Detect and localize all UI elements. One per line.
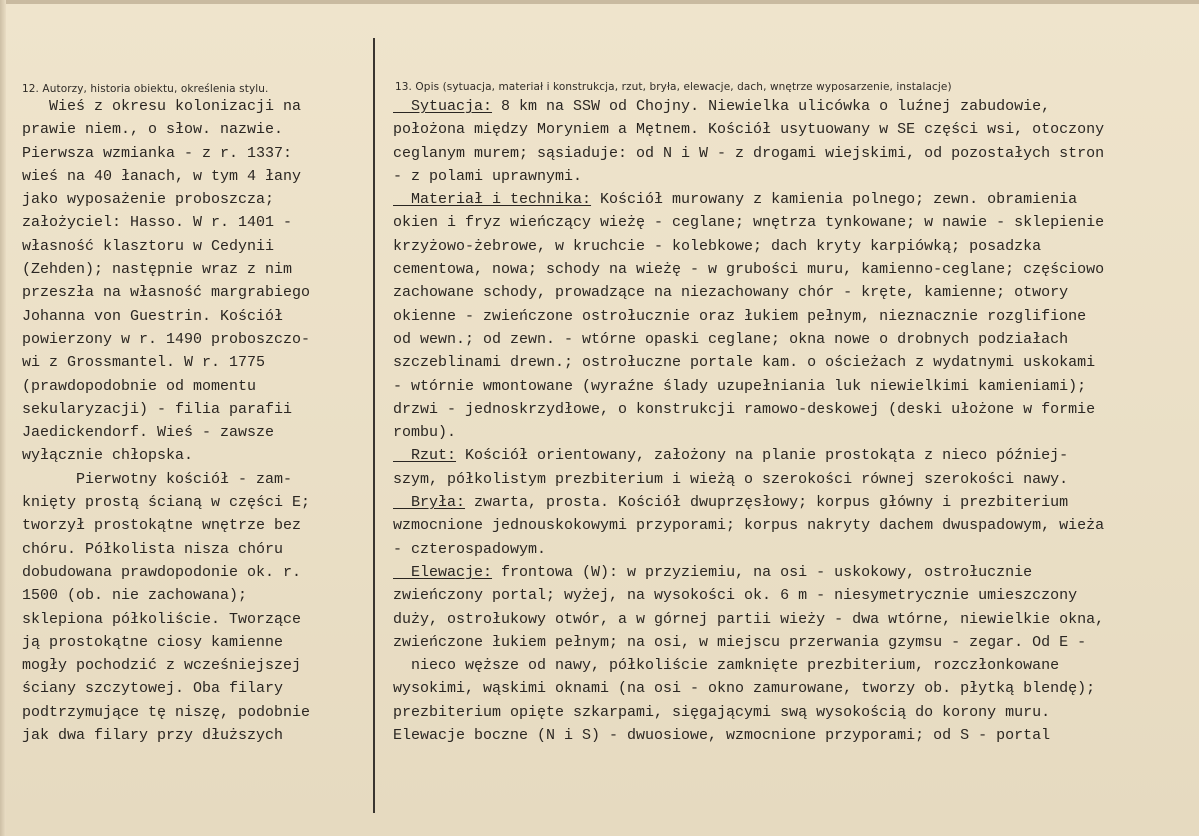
description-text-line bbox=[393, 514, 1183, 537]
description-text-line bbox=[393, 211, 1183, 234]
description-text: 8 km na SSW od Chojny. Niewielka ulicówka o luźnej zabudowie, bbox=[492, 98, 1051, 115]
history-text-line: wieś na 40 łanach, w tym 4 łany bbox=[22, 167, 302, 185]
description-text: - wtórnie wmontowane (wyraźne ślady uzupełniania luk niewielkimi kamieniami); bbox=[393, 377, 1087, 395]
history-text-line: wi z Grossmantel. W r. 1775 bbox=[22, 354, 266, 372]
description-text-line bbox=[393, 468, 1183, 491]
description-text-line bbox=[393, 421, 1183, 444]
description-text: prezbiterium opięte szkarpami, sięgającymi swą wysokością do korony muru. bbox=[393, 703, 1051, 721]
description-text: szczeblinami drewn.; ostrołuczne portale kam. o ościeżach z wydatnymi uskokami bbox=[393, 354, 1096, 372]
description-text: zwieńczone łukiem pełnym; na osi, w miejscu przerwania gzymsu - zegar. Od E - bbox=[393, 633, 1087, 651]
description-text: zwarta, prosta. Kościół dwuprzęsłowy; korpus główny i prezbiterium bbox=[465, 494, 1069, 512]
description-text: ceglanym murem; sąsiaduje: od N i W - z drogami wiejskimi, od pozostałych stron bbox=[393, 144, 1105, 162]
description-text-line bbox=[393, 95, 1183, 118]
description-text-line bbox=[393, 701, 1183, 724]
description-text-line bbox=[393, 631, 1183, 654]
description-text: wysokimi, wąskimi oknami (na osi - okno zamurowane, tworzy ob. płytką blendę); bbox=[393, 680, 1096, 698]
description-text: - czterospadowym. bbox=[393, 540, 547, 558]
description-text-line bbox=[393, 677, 1183, 700]
description-text: zachowane schody, prowadzące na niezachowany chór - kręte, kamienne; otwory bbox=[393, 284, 1069, 302]
history-text-line: wyłącznie chłopska. bbox=[22, 447, 194, 465]
history-text-line: ściany szczytowej. Oba filary bbox=[22, 680, 284, 698]
history-text-line: dobudowana prawdopodonie ok. r. bbox=[22, 563, 302, 581]
description-text: rombu). bbox=[393, 424, 457, 442]
history-text-line: Pierwsza wzmianka - z r. 1337: bbox=[22, 144, 293, 162]
description-text: nieco węższe od nawy, półkoliście zamknięte prezbiterium, rozczłonkowane bbox=[393, 657, 1060, 675]
description-text: okien i fryz wieńczący wieżę - ceglane; wnętrza tynkowane; w nawie - sklepienie bbox=[393, 214, 1105, 232]
description-text-line bbox=[393, 142, 1183, 165]
description-text-line bbox=[393, 444, 1183, 467]
description-text: położona między Moryniem a Mętnem. Kościół usytuowany w SE części wsi, otoczony bbox=[393, 121, 1105, 139]
description-text-line bbox=[393, 305, 1183, 328]
history-text-line: przeszła na własność margrabiego bbox=[22, 284, 311, 302]
description-text-line bbox=[393, 654, 1183, 677]
description-text: okienne - zwieńczone ostrołucznie oraz łukiem pełnym, nieznacznie rozglifione bbox=[393, 307, 1087, 325]
section-13-header: 13. Opis (sytuacja, materiał i konstrukcja, rzut, bryła, elewacje, dach, wnętrze wyposarzenie, instalacje) bbox=[395, 81, 952, 93]
page-top-edge bbox=[0, 0, 1199, 4]
description-text: duży, ostrołukowy otwór, a w górnej partii wieży - dwa wtórne, niewielkie okna, bbox=[393, 610, 1105, 628]
description-text-line bbox=[393, 351, 1183, 374]
description-text: krzyżowo-żebrowe, w kruchcie - kolebkowe; dach kryty karpiówką; posadzka bbox=[393, 237, 1042, 255]
history-text-line: knięty prostą ścianą w części E; bbox=[22, 494, 311, 512]
description-text-line bbox=[393, 584, 1183, 607]
history-text-line: powierzony w r. 1490 proboszczo- bbox=[22, 330, 311, 348]
description-text-line bbox=[393, 724, 1183, 747]
description-text: drzwi - jednoskrzydłowe, o konstrukcji ramowo-deskowej (deski ułożone w formie bbox=[393, 400, 1096, 418]
description-text-line bbox=[393, 328, 1183, 351]
description-text: wzmocnione jednouskokowymi przyporami; korpus nakryty dachem dwuspadowym, wieża bbox=[393, 517, 1105, 535]
section-subheading: Sytuacja: bbox=[393, 98, 493, 115]
description-text-line bbox=[393, 538, 1183, 561]
description-text: frontowa (W): w przyziemiu, na osi - uskokowy, ostrołucznie bbox=[492, 563, 1033, 581]
history-text-line: (prawdopodobnie od momentu bbox=[22, 377, 257, 395]
history-text-line: sklepiona półkoliście. Tworzące bbox=[22, 610, 302, 628]
description-text: cementowa, nowa; schody na wieżę - w grubości muru, kamienno-ceglane; częściowo bbox=[393, 261, 1105, 279]
history-text-line: (Zehden); następnie wraz z nim bbox=[22, 261, 293, 279]
history-text-line: ją prostokątne ciosy kamienne bbox=[22, 633, 284, 651]
history-text-line: mogły pochodzić z wcześniejszej bbox=[22, 657, 302, 675]
description-text-line bbox=[393, 491, 1183, 514]
description-text-line bbox=[393, 258, 1183, 281]
description-text: Kościół orientowany, założony na planie prostokąta z nieco później- bbox=[456, 447, 1069, 465]
column-divider bbox=[373, 38, 375, 813]
description-text-line bbox=[393, 281, 1183, 304]
description-text: od wewn.; od zewn. - wtórne opaski ceglane; okna nowe o drobnych podziałach bbox=[393, 330, 1069, 348]
description-text: zwieńczony portal; wyżej, na wysokości ok. 6 m - niesymetrycznie umieszczony bbox=[393, 587, 1078, 605]
history-text-line: Wieś z okresu kolonizacji na bbox=[22, 98, 302, 115]
description-text-line bbox=[393, 561, 1183, 584]
history-text-column bbox=[22, 95, 367, 747]
section-subheading: Elewacje: bbox=[393, 563, 493, 581]
section-subheading: Bryła: bbox=[393, 494, 466, 512]
description-text-line bbox=[393, 188, 1183, 211]
description-text-line bbox=[393, 235, 1183, 258]
history-text-line: jak dwa filary przy dłuższych bbox=[22, 727, 284, 745]
section-subheading: Rzut: bbox=[393, 447, 457, 465]
description-text-line bbox=[393, 165, 1183, 188]
history-text-line: 1500 (ob. nie zachowana); bbox=[22, 587, 248, 605]
section-subheading: Materiał i technika: bbox=[393, 191, 592, 209]
history-text-line: chóru. Półkolista nisza chóru bbox=[22, 540, 284, 558]
history-text-line: tworzył prostokątne wnętrze bez bbox=[22, 517, 302, 535]
history-text-line: założyciel: Hasso. W r. 1401 - bbox=[22, 214, 293, 232]
history-text-line: podtrzymujące tę niszę, podobnie bbox=[22, 703, 311, 721]
description-text: Kościół murowany z kamienia polnego; zewn. obramienia bbox=[591, 191, 1078, 209]
history-text-line: sekularyzacji) - filia parafii bbox=[22, 400, 293, 418]
description-text-line bbox=[393, 375, 1183, 398]
page-left-edge bbox=[0, 0, 6, 836]
history-text-line: Pierwotny kościół - zam- bbox=[22, 470, 293, 488]
history-text-line: własność klasztoru w Cedynii bbox=[22, 237, 275, 255]
description-text: szym, półkolistym prezbiterium i wieżą o szerokości równej szerokości nawy. bbox=[393, 470, 1069, 488]
history-text-line: prawie niem., o słow. nazwie. bbox=[22, 121, 284, 139]
history-text-line: jako wyposażenie proboszcza; bbox=[22, 191, 275, 209]
description-text-line bbox=[393, 608, 1183, 631]
history-text-line: Johanna von Guestrin. Kościół bbox=[22, 307, 284, 325]
description-text-column bbox=[393, 95, 1183, 747]
description-text-line bbox=[393, 398, 1183, 421]
description-text-line bbox=[393, 118, 1183, 141]
description-text: - z polami uprawnymi. bbox=[393, 167, 583, 185]
description-text: Elewacje boczne (N i S) - dwuosiowe, wzmocnione przyporami; od S - portal bbox=[393, 727, 1051, 745]
history-text-line: Jaedickendorf. Wieś - zawsze bbox=[22, 424, 275, 442]
section-12-header: 12. Autorzy, historia obiektu, określenia stylu. bbox=[22, 83, 269, 95]
